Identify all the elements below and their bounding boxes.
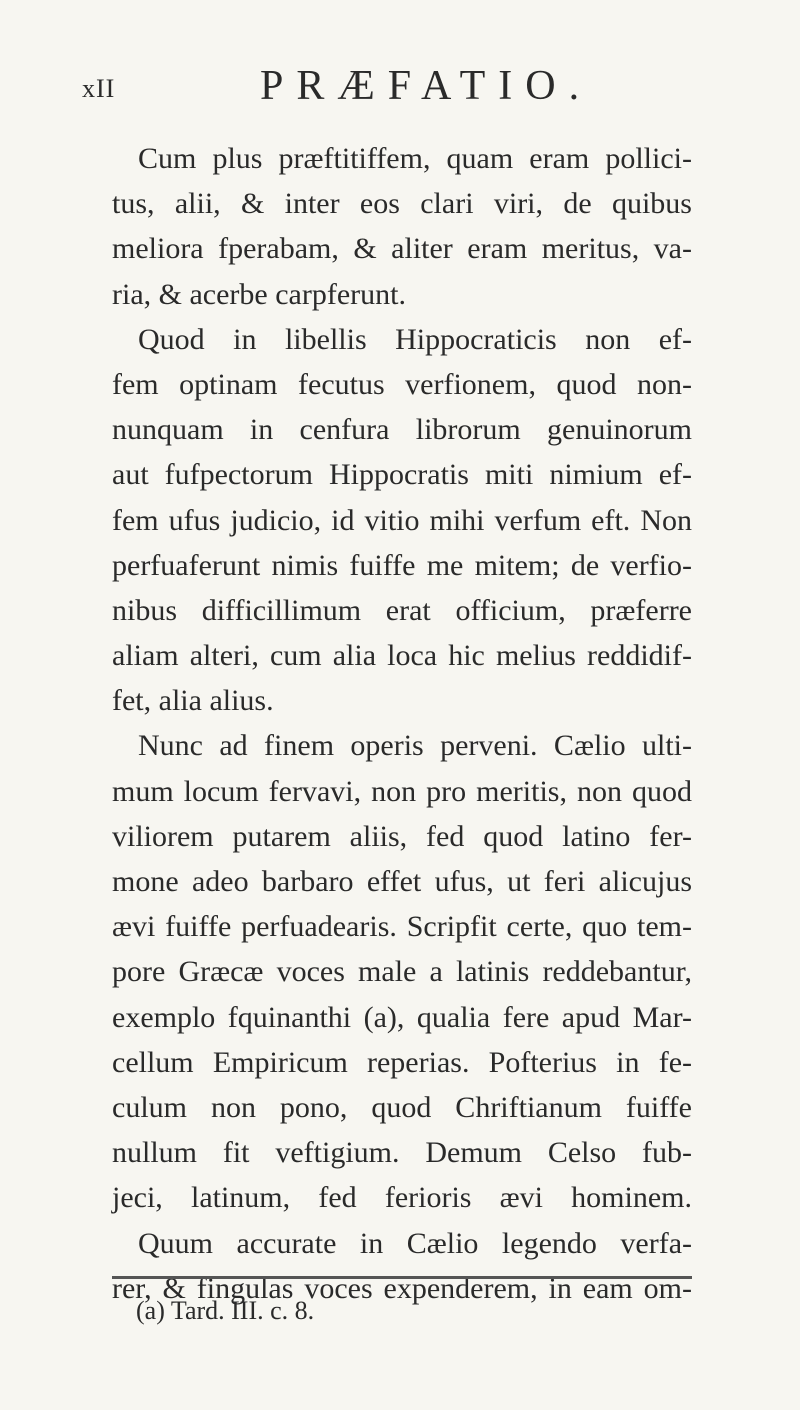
text-line: mone adeo barbaro effet ufus, ut feri alicujus bbox=[112, 865, 692, 898]
text-line: fem optinam fecutus verfionem, quod non- bbox=[112, 367, 692, 401]
text-line: aliam alteri, cum alia loca hic melius reddidif- bbox=[112, 639, 692, 673]
text-line: rer, & fingulas voces expenderem, in eam om- bbox=[112, 1271, 692, 1305]
text-line: Quod in libellis Hippocraticis non ef- bbox=[138, 322, 692, 356]
text-line: pore Græcæ voces male a latinis reddebantur, bbox=[112, 955, 692, 989]
text-line: perfuaferunt nimis fuiffe me mitem; de verfio- bbox=[112, 548, 692, 582]
text-line: tus, alii, & inter eos clari viri, de quibus bbox=[112, 187, 692, 221]
text-line: ævi fuiffe perfuadearis. Scripfit certe, quo tem- bbox=[112, 910, 692, 944]
text-line: Quum accurate in Cælio legendo verfa- bbox=[138, 1226, 692, 1260]
text-line: aut fufpectorum Hippocratis miti nimium ef- bbox=[112, 458, 692, 492]
text-line: fem ufus judicio, id vitio mihi verfum eft. Non bbox=[112, 503, 692, 537]
text-line: nunquam in cenfura librorum genuinorum bbox=[112, 413, 692, 447]
text-line: Nunc ad finem operis perveni. Cælio ulti- bbox=[138, 729, 692, 763]
text-line: jeci, latinum, fed ferioris ævi hominem. bbox=[112, 1181, 692, 1215]
text-line: meliora fperabam, & aliter eram meritus, va- bbox=[112, 232, 692, 266]
text-line: ria, & acerbe carpferunt. bbox=[112, 277, 406, 311]
page-header bbox=[82, 62, 642, 112]
footnote: (a) Tard. III. c. 8. bbox=[136, 1296, 315, 1325]
text-line: Cum plus præftitiffem, quam eram pollici- bbox=[138, 142, 692, 175]
text-line: exemplo fquinanthi (a), qualia fere apud Mar- bbox=[112, 1000, 692, 1034]
text-line: mum locum fervavi, non pro meritis, non quod bbox=[112, 774, 692, 808]
page-number: xII bbox=[82, 74, 116, 103]
text-line: cellum Empiricum reperias. Pofterius in fe- bbox=[112, 1045, 692, 1079]
footnote-rule bbox=[112, 1276, 692, 1279]
body-text bbox=[112, 136, 692, 1311]
text-line: culum non pono, quod Chriftianum fuiffe bbox=[112, 1090, 692, 1124]
text-line: fet, alia alius. bbox=[112, 684, 274, 718]
text-line: nibus difficillimum erat officium, præferre bbox=[112, 593, 692, 627]
running-title: PRÆFATIO. bbox=[260, 63, 593, 109]
text-line: nullum fit veftigium. Demum Celso fub- bbox=[112, 1136, 692, 1170]
text-line: viliorem putarem aliis, fed quod latino fer- bbox=[112, 819, 692, 853]
